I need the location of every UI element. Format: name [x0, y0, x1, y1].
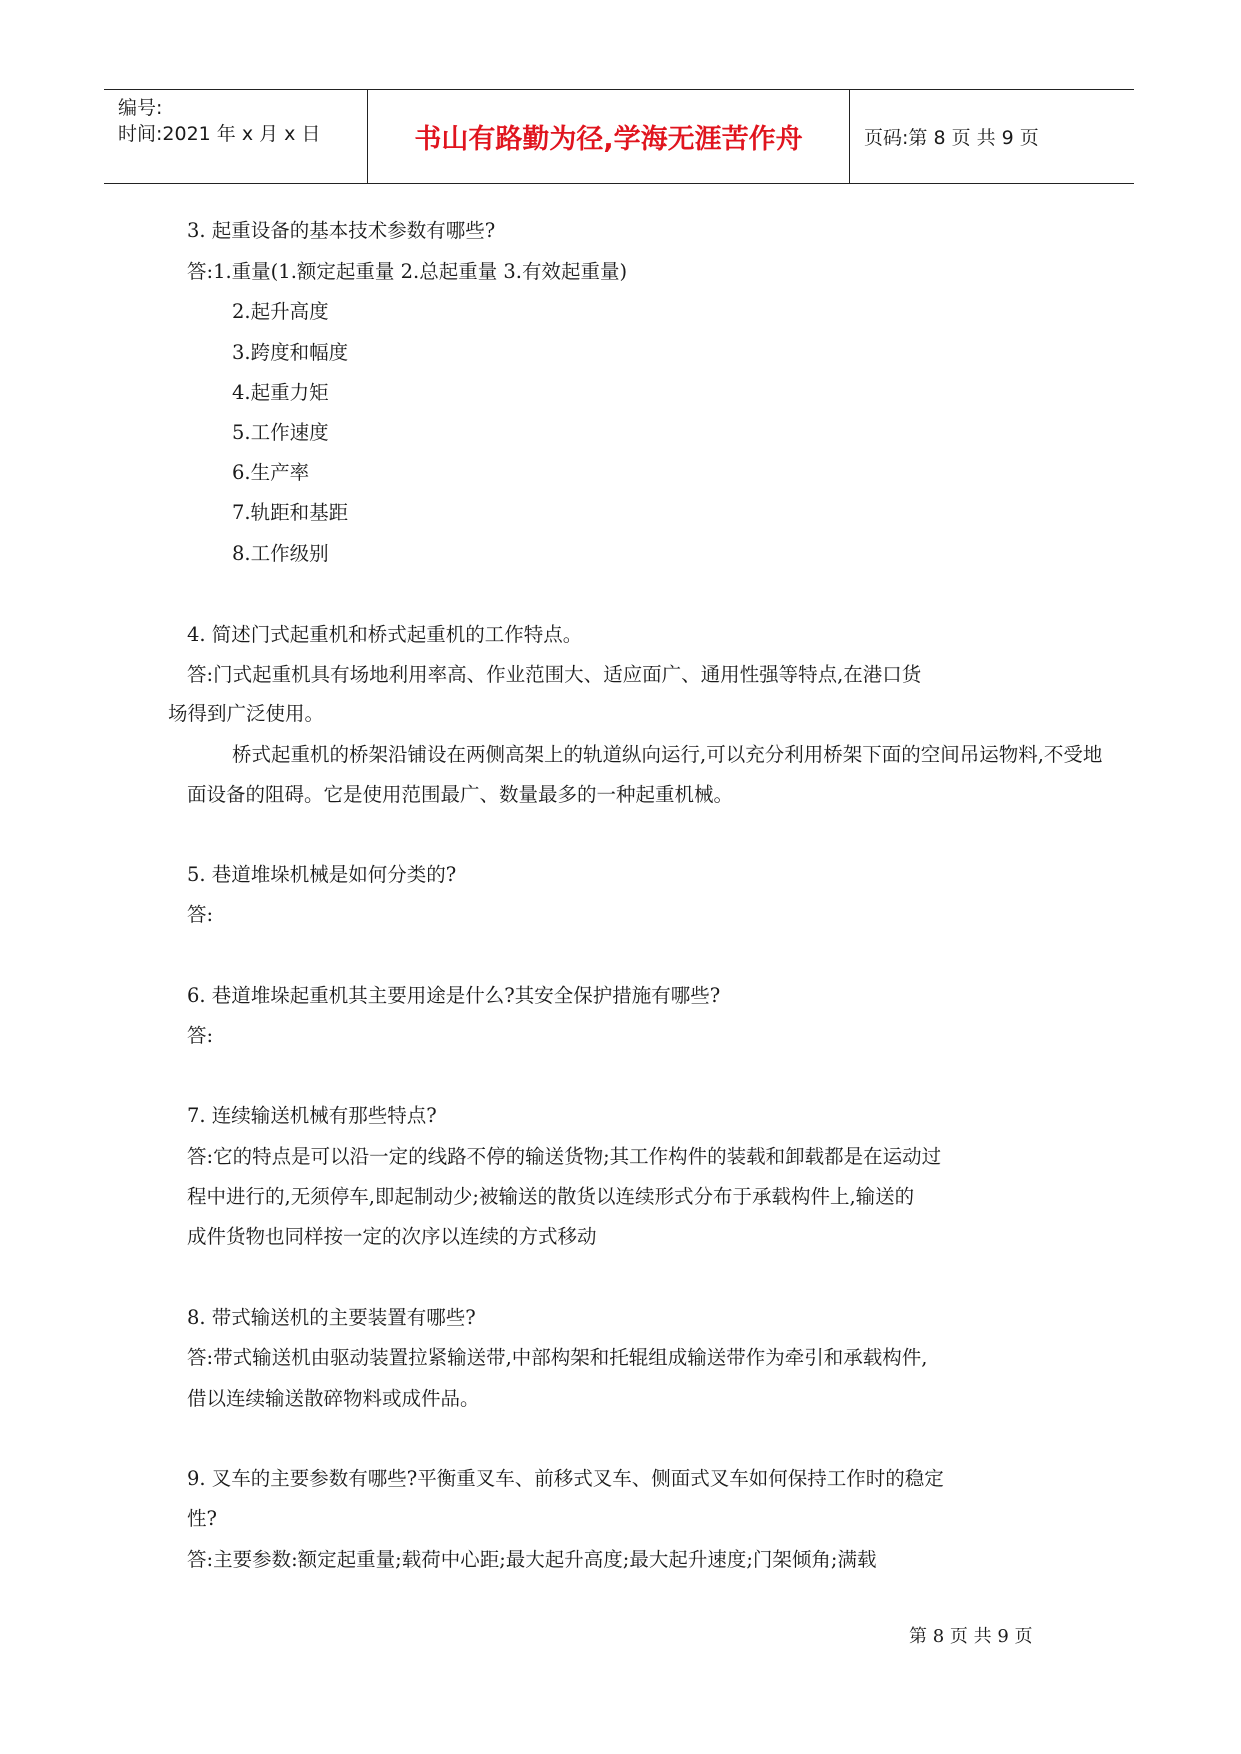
- motto: 书山有路勤为径,学海无涯苦作舟: [414, 124, 803, 155]
- answer-line: 借以连续输送散碎物料或成件品。: [187, 1387, 480, 1410]
- question-3: 3. 起重设备的基本技术参数有哪些?: [187, 219, 496, 242]
- page-info: 页码:第 8 页 共 9 页: [864, 127, 1039, 149]
- page-footer: 第 8 页 共 9 页: [909, 1626, 1033, 1647]
- answer-line: 答:: [187, 1024, 214, 1047]
- answer-line: 答:: [187, 903, 214, 926]
- answer-line: 答:1.重量(1.额定起重量 2.总起重量 3.有效起重量): [187, 260, 628, 283]
- number-label: 编号:: [118, 97, 163, 119]
- time-label: 时间:2021 年 x 月 x 日: [118, 123, 321, 145]
- question-6: 6. 巷道堆垛起重机其主要用途是什么?其安全保护措施有哪些?: [187, 984, 721, 1007]
- page-header: [104, 89, 1134, 184]
- answer-line: 面设备的阻碍。它是使用范围最广、数量最多的一种起重机械。: [187, 783, 734, 806]
- question-9: 9. 叉车的主要参数有哪些?平衡重叉车、前移式叉车、侧面式叉车如何保持工作时的稳定: [187, 1467, 944, 1490]
- answer-line: 5.工作速度: [232, 421, 329, 444]
- answer-line: 答:主要参数:额定起重量;载荷中心距;最大起升高度;最大起升速度;门架倾角;满载: [187, 1548, 877, 1571]
- answer-line: 答:门式起重机具有场地利用率高、作业范围大、适应面广、通用性强等特点,在港口货: [187, 663, 922, 686]
- answer-line: 答:带式输送机由驱动装置拉紧输送带,中部构架和托辊组成输送带作为牵引和承载构件,: [187, 1346, 928, 1369]
- answer-line: 7.轨距和基距: [232, 501, 349, 524]
- question-8: 8. 带式输送机的主要装置有哪些?: [187, 1306, 476, 1329]
- answer-line: 成件货物也同样按一定的次序以连续的方式移动: [187, 1225, 597, 1248]
- answer-line: 答:它的特点是可以沿一定的线路不停的输送货物;其工作构件的装载和卸载都是在运动过: [187, 1145, 942, 1168]
- header-right-cell: [850, 90, 1134, 183]
- answer-line: 2.起升高度: [232, 300, 329, 323]
- header-left-cell: [104, 90, 368, 183]
- question-7: 7. 连续输送机械有那些特点?: [187, 1104, 437, 1127]
- answer-line: 4.起重力矩: [232, 381, 329, 404]
- answer-line: 8.工作级别: [232, 542, 329, 565]
- answer-line: 场得到广泛使用。: [168, 702, 325, 725]
- question-9-continued: 性?: [187, 1507, 217, 1530]
- question-5: 5. 巷道堆垛机械是如何分类的?: [187, 863, 457, 886]
- answer-line: 程中进行的,无须停车,即起制动少;被输送的散货以连续形式分布于承载构件上,输送的: [187, 1185, 915, 1208]
- question-4: 4. 简述门式起重机和桥式起重机的工作特点。: [187, 623, 583, 646]
- answer-line: 3.跨度和幅度: [232, 341, 349, 364]
- header-motto-cell: [368, 90, 850, 183]
- answer-line: 6.生产率: [232, 461, 310, 484]
- answer-line: 桥式起重机的桥架沿铺设在两侧高架上的轨道纵向运行,可以充分利用桥架下面的空间吊运物料,不受地: [232, 743, 1103, 766]
